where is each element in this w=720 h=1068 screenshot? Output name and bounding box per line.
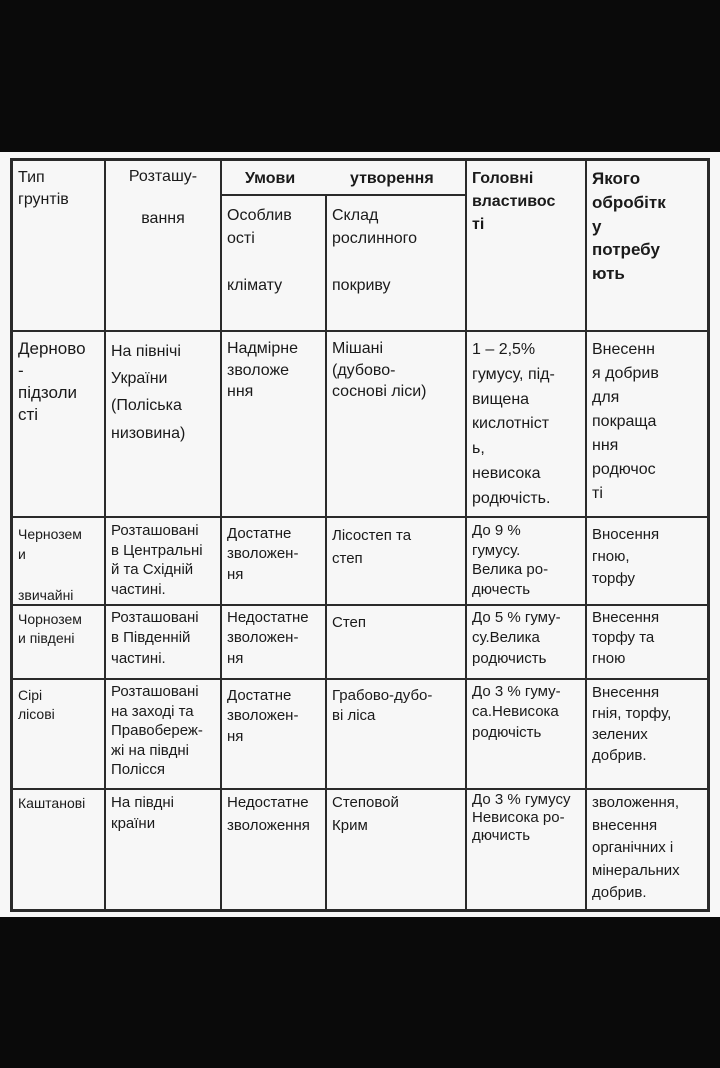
header-location: Розташу- вання [128,168,198,227]
table-row-3-climate: Недостатне зволожен- ня [227,609,309,667]
table-row-5-properties: До 3 % гумусу Невисока ро- дючисть [472,791,571,844]
header-vegetation: Склад рослинного покриву [332,207,418,294]
table-row-3-properties: До 5 % гуму- су.Велика родючисть [472,609,561,667]
table-row-5-vegetation: Степовой Крим [332,794,399,834]
table-row-3-treatment: Внесення торфу та гною [592,609,660,667]
table-row-1-vegetation: Мішані (дубово- соснові ліси) [332,340,427,401]
table-row-1-type: Дерново - підзоли сті [18,339,86,425]
table-photo [0,152,720,917]
table-row-5-climate: Недостатне зволоження [227,794,310,834]
table-row-4-properties: До 3 % гуму- са.Невисока родючість [472,683,561,741]
table-row-2-vegetation: Лісостеп та степ [332,527,412,568]
header-conditions-a: Умови [245,170,296,187]
table-row-2-treatment: Вносення гною, торфу [592,526,660,587]
table-row-4-treatment: Внесення гнія, торфу, зелених добрив. [592,684,672,764]
table-row-1-treatment: Внесенн я добрив для покраща ння родючос ті [592,341,659,502]
table-row-4-vegetation: Грабово-дубо- ві ліса [332,687,433,725]
top-black-bar [0,0,720,152]
table-border-bottom [10,909,710,912]
table-row-3-vegetation: Степ [332,614,366,631]
table-row-2-climate: Достатне зволожен- ня [227,525,299,583]
table-row-4-climate: Достатне зволожен- ня [227,687,299,745]
row-divider [220,194,465,196]
table-row-1-properties: 1 – 2,5% гумусу, під- вищена кислотніст ь, невисока родючість. [472,341,555,507]
header-treatment: Якого обробітк у потребу ють [592,169,666,284]
header-soil-type: Тип грунтів [18,169,69,209]
table-row-5-location: На півдні країни [111,794,174,832]
table-row-2-type: Чернозем и звичайні [18,526,82,603]
table-row-3-location: Розташовані в Південній частині. [111,609,199,667]
header-climate: Особлив ості клімату [227,207,292,294]
table-row-4-location: Розташовані на заході та Правобереж- жі на півдні Полісся [111,683,203,778]
header-conditions-b: утворення [350,170,434,187]
table-row-1-climate: Надмірне зволоже ння [227,340,298,401]
table-row-2-properties: До 9 % гумусу. Велика ро- дючесть [472,522,549,598]
table-row-2-location: Розташовані в Центральні й та Східній частині. [111,522,203,598]
table-border-right [707,158,710,912]
table-row-5-treatment: зволоження, внесення органічних і мінеральних добрив. [592,794,680,901]
header-properties: Головні властивос ті [472,170,556,234]
bottom-black-bar [0,917,720,1068]
table-row-1-location: На північі України (Поліська низовина) [111,343,186,442]
table-row-5-type: Каштанові [18,795,86,811]
table-row-3-type: Чорнозем и південі [18,611,82,646]
table-row-4-type: Сірі лісові [18,687,55,722]
